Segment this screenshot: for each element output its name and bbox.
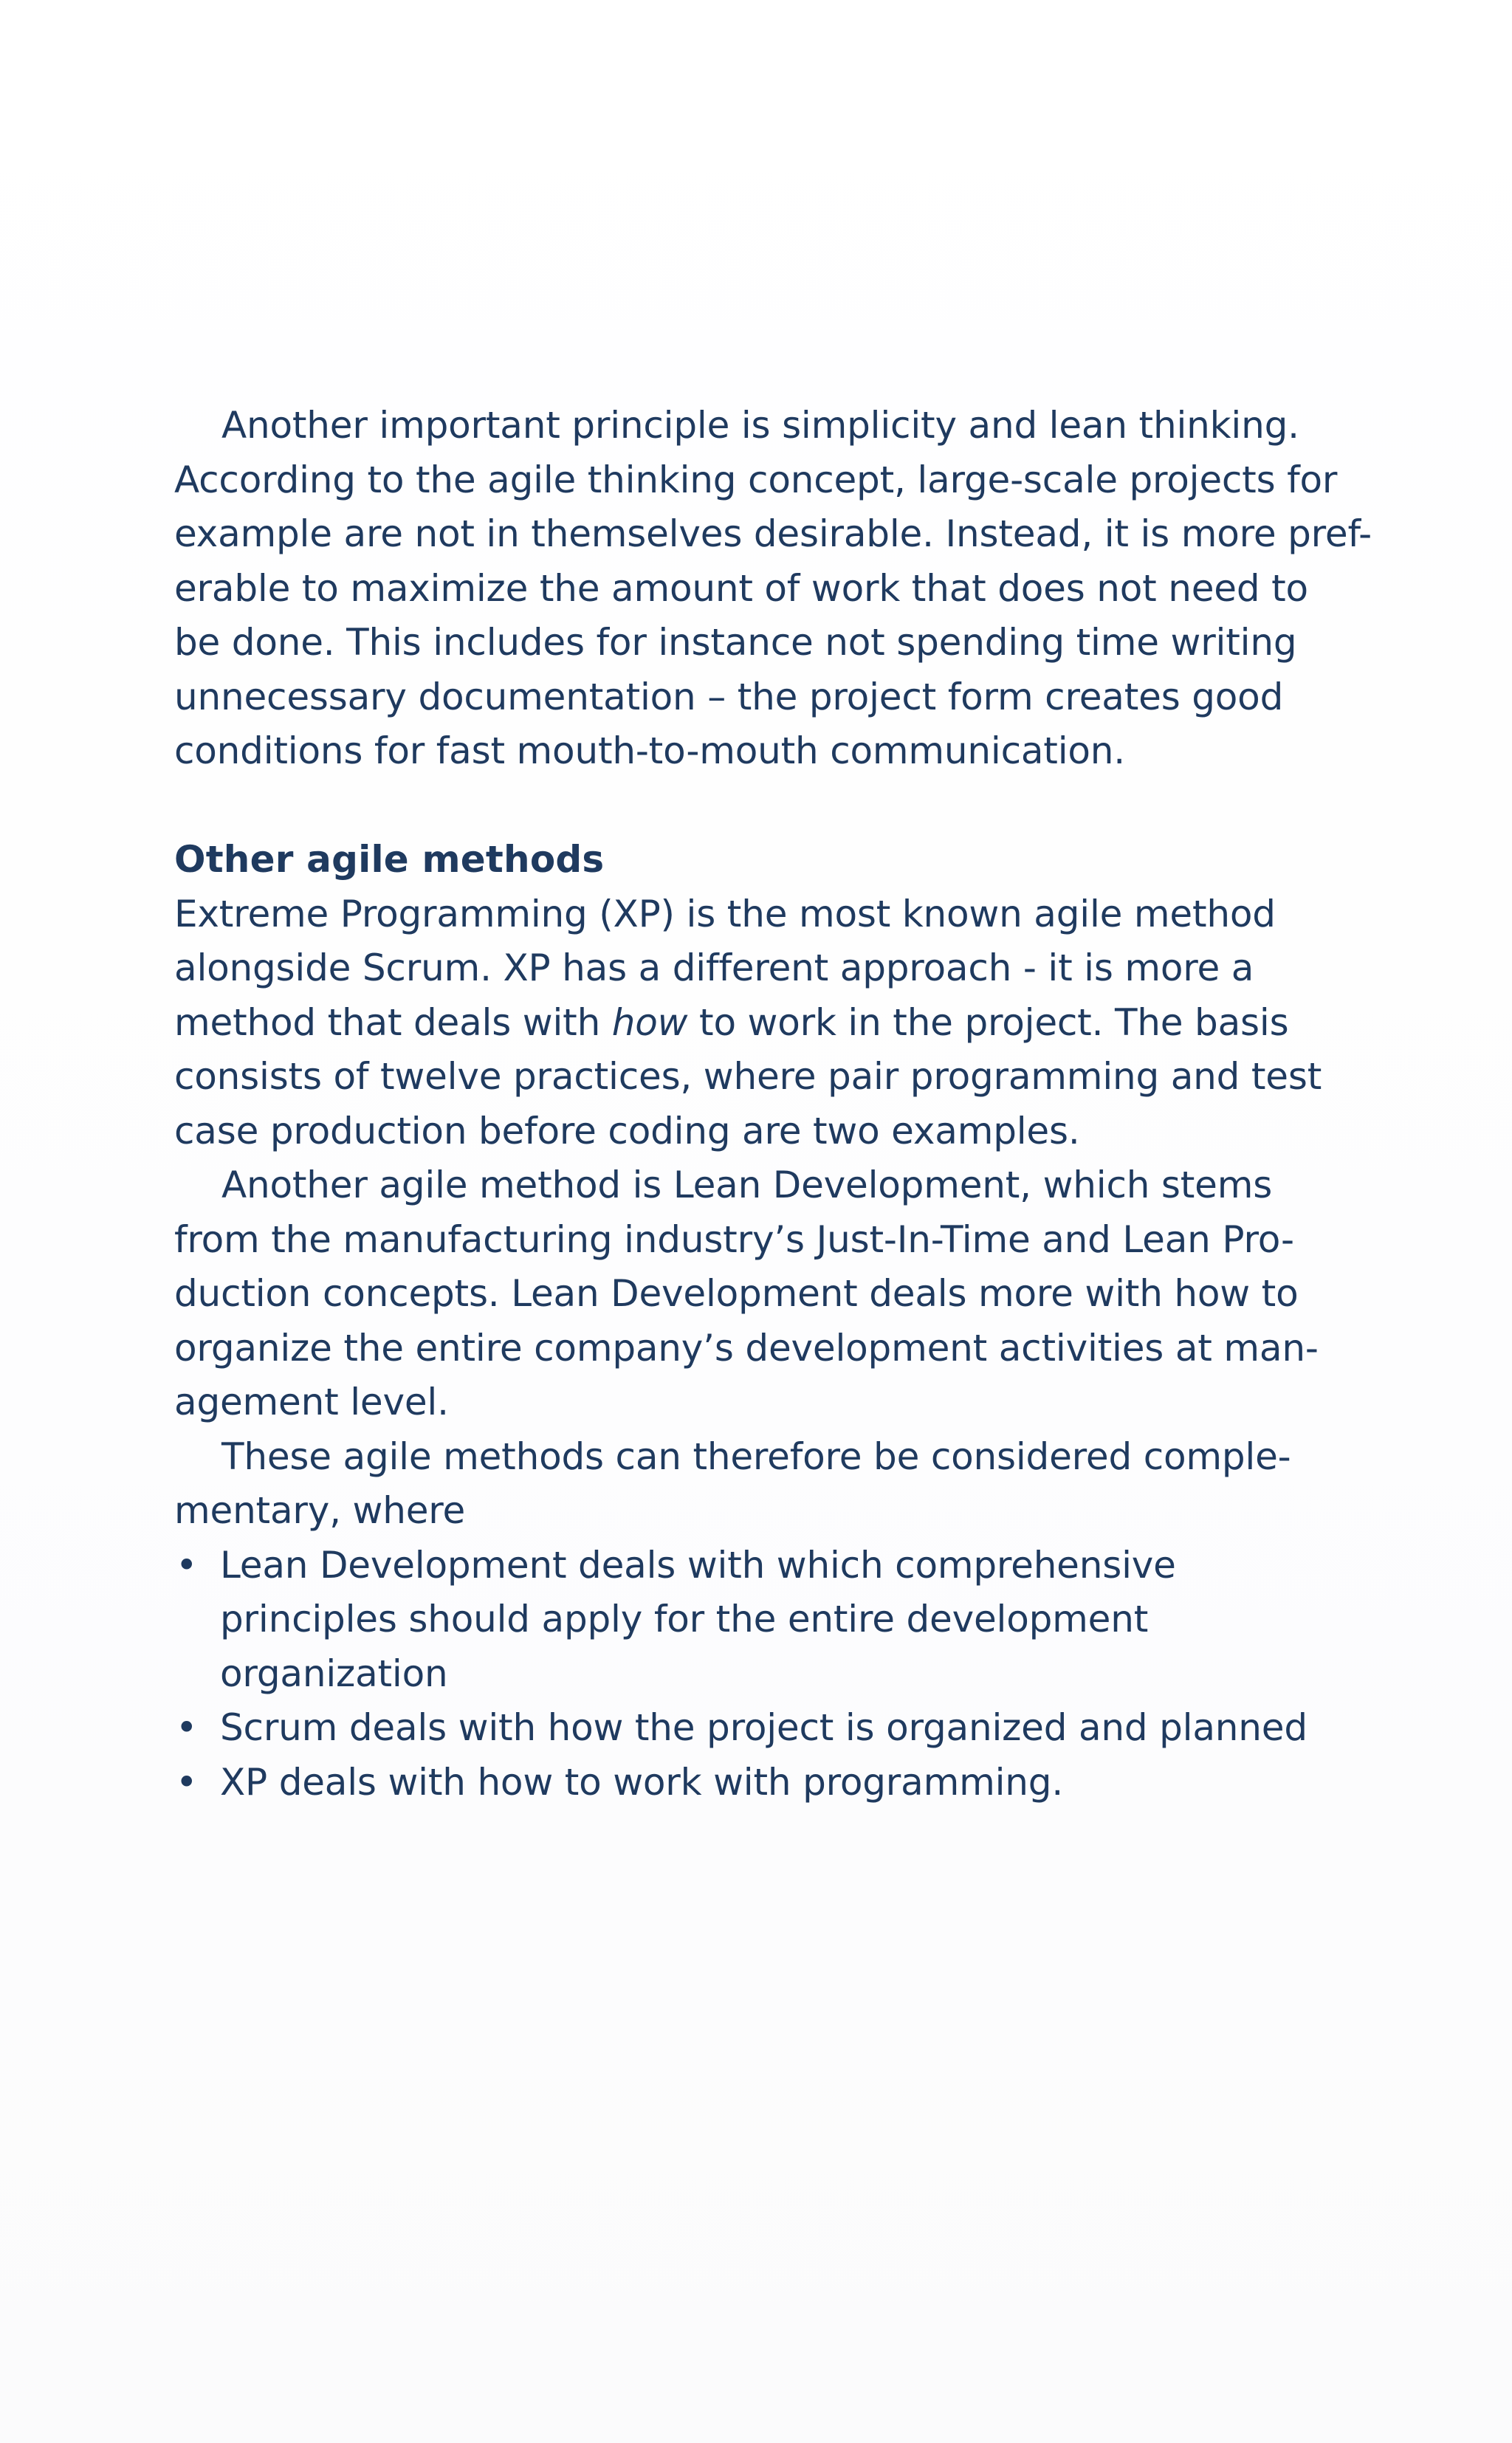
list-item-text: Scrum deals with how the project is organized and planned	[220, 1706, 1307, 1749]
paragraph-line: mentary, where	[174, 1489, 466, 1532]
list-item	[174, 1701, 1355, 1756]
paragraph-line: consists of twelve practices, where pair programming and test	[174, 1055, 1322, 1098]
bullet-line	[174, 1539, 1355, 1593]
paragraph-line: case production before coding are two examples.	[174, 1109, 1080, 1152]
paragraph-line: be done. This includes for instance not spending time writing	[174, 621, 1297, 664]
list-item-text: Lean Development deals with which comprehensive	[220, 1543, 1176, 1587]
paragraph-line: organize the entire company’s development activities at man-	[174, 1326, 1319, 1370]
paragraph-line: Another agile method is Lean Development, which stems	[221, 1164, 1273, 1206]
list-item-text: organization	[220, 1652, 448, 1695]
paragraph-line: According to the agile thinking concept, large-scale projects for	[174, 458, 1338, 501]
bullet-icon: •	[176, 1543, 198, 1587]
italic-emphasis: how	[611, 1000, 688, 1044]
paragraph-line: agement level.	[174, 1381, 449, 1423]
bullet-line	[174, 1756, 1355, 1810]
paragraph-line: from the manufacturing industry’s Just-In-Time and Lean Pro-	[174, 1217, 1294, 1261]
paragraph-line: unnecessary documentation – the project form creates good	[174, 675, 1284, 718]
paragraph-lean-development	[174, 1158, 1355, 1430]
paragraph-line: example are not in themselves desirable. Instead, it is more pref-	[174, 512, 1372, 555]
paragraph-line: conditions for fast mouth-to-mouth communication.	[174, 729, 1125, 772]
paragraph-line: erable to maximize the amount of work that does not need to	[174, 566, 1308, 610]
paragraph-line	[174, 996, 1355, 1051]
list-item-text: XP deals with how to work with programming.	[220, 1760, 1064, 1804]
list-item	[174, 1756, 1355, 1810]
paragraph-line: alongside Scrum. XP has a different approach - it is more a	[174, 946, 1254, 989]
paragraph-spacer	[174, 779, 1355, 834]
page-body-text	[174, 399, 1372, 1810]
bullet-icon: •	[176, 1760, 198, 1804]
paragraph-line: Another important principle is simplicity and lean thinking.	[221, 404, 1299, 447]
paragraph-complementary	[174, 1430, 1355, 1539]
bullet-icon: •	[176, 1706, 198, 1749]
list-item	[174, 1539, 1355, 1702]
text-run: method that deals with	[174, 1000, 612, 1044]
list-item-text: principles should apply for the entire development	[220, 1598, 1149, 1640]
bullet-line	[174, 1701, 1355, 1756]
paragraph-simplicity	[174, 399, 1372, 779]
paragraph-line: duction concepts. Lean Development deals more with how to	[174, 1272, 1299, 1315]
text-run: to work in the project. The basis	[687, 1000, 1289, 1044]
section-heading: Other agile methods	[174, 838, 605, 881]
paragraph-line: These agile methods can therefore be considered comple-	[221, 1434, 1291, 1478]
paragraph-line: Extreme Programming (XP) is the most known agile method	[174, 892, 1276, 935]
bullet-list	[174, 1539, 1355, 1810]
paragraph-xp	[174, 887, 1355, 1159]
